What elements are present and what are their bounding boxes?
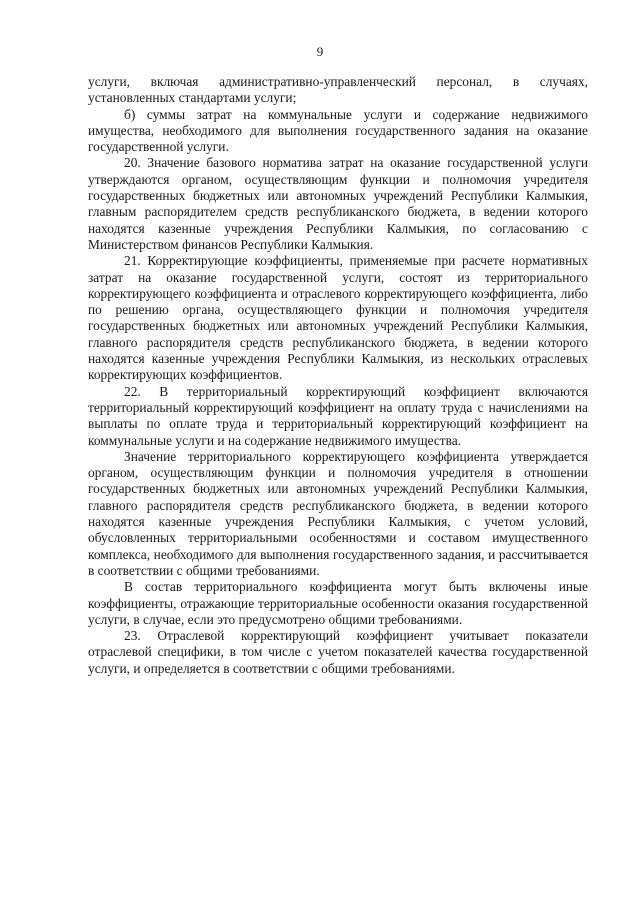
paragraph-22-value: Значение территориального корректирующего коэффициента утверждается органом, осуществляющим функции и полномочия учредителя в отношении государственных бюджетных или автономных учреждений Республики Калмыкия, главного распорядителя средств республиканского бюджета, в ведении которого находятся казенные учреждения Республики Калмыкия, с учетом условий, обусловленных территориальными особенностями и составом имущественного комплекса, необходимого для выполнения государственного задания, и рассчитывается в соответствии с общими требованиями. (88, 448, 588, 578)
paragraph-22: 22. В территориальный корректирующий коэффициент включаются территориальный корректирующий коэффициент на оплату труда с начислениями на выплаты по оплате труда и территориальный корректирующий коэффициент на коммунальные услуги и на содержание недвижимого имущества. (88, 383, 588, 448)
document-body (88, 74, 588, 677)
paragraph-continuation: услуги, включая административно-управленческий персонал, в случаях, установленных стандартами услуги; (88, 74, 588, 106)
paragraph-20: 20. Значение базового норматива затрат на оказание государственной услуги утверждаются органом, осуществляющим функции и полномочия учредителя государственных бюджетных или автономных учреждений Республики Калмыкия, главным распорядителем средств республиканского бюджета, в ведении которого находятся казенные учреждения Республики Калмыкия, по согласованию с Министерством финансов Республики Калмыкия. (88, 155, 588, 252)
paragraph-22-composition: В состав территориального коэффициента могут быть включены иные коэффициенты, отражающие территориальные особенности оказания государственной услуги, в случае, если это предусмотрено общими требованиями. (88, 579, 588, 627)
paragraph-21: 21. Корректирующие коэффициенты, применяемые при расчете нормативных затрат на оказание государственной услуги, состоят из территориального корректирующего коэффициента и отраслевого корректирующего коэффициента, либо по решению органа, осуществляющего функции и полномочия учредителя государственных бюджетных или автономных учреждений Республики Калмыкия, главного распорядителя средств республиканского бюджета, в ведении которого находятся казенные учреждения Республики Калмыкия, из нескольких отраслевых корректирующих коэффициентов. (88, 253, 588, 383)
paragraph-23: 23. Отраслевой корректирующий коэффициент учитывает показатели отраслевой специфики, в том числе с учетом показателей качества государственной услуги, и определяется в соответствии с общими требованиями. (88, 628, 588, 676)
page-number: 9 (316, 44, 324, 59)
paragraph-subitem-b: б) суммы затрат на коммунальные услуги и содержание недвижимого имущества, необходимого для выполнения государственного задания на оказание государственной услуги. (88, 106, 588, 155)
